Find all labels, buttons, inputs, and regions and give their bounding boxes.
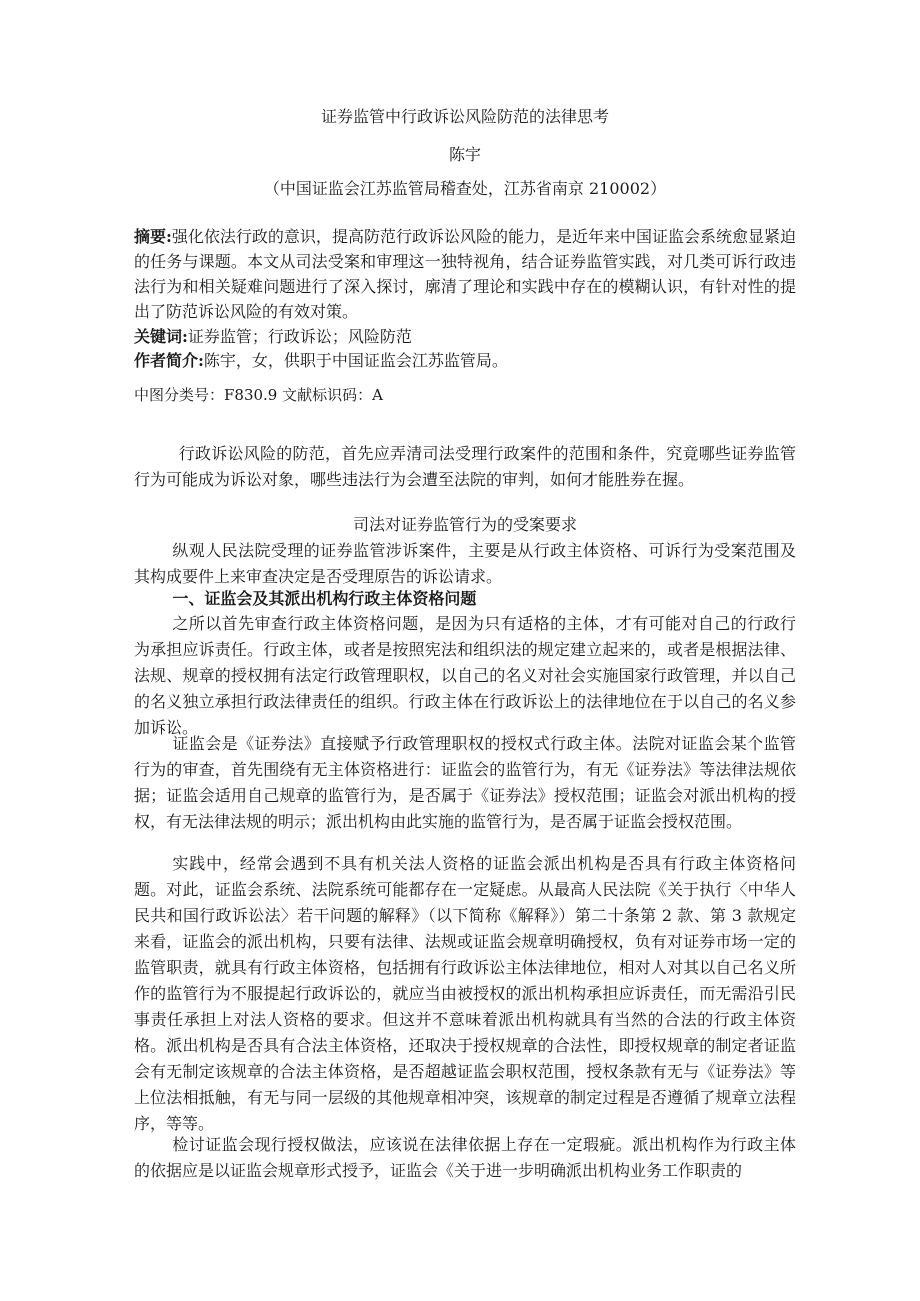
body-paragraph: 之所以首先审查行政主体资格问题，是因为只有适格的主体，才有可能对自己的行政行为承担应诉责任。行政主体，或者是按照宪法和组织法的规定建立起来的，或者是根据法律、法规、规章的授权拥有法定行政管理职权，以自己的名义对社会实施国家行政管理，并以自己的名义独立承担行政法律责任的组织。行政主体在行政诉讼上的法律地位在于以自己的名义参加诉讼。 xyxy=(134,614,796,737)
keywords-text: 证券监管；行政诉讼；风险防范 xyxy=(187,327,412,346)
author-bio xyxy=(134,348,796,373)
body-paragraph: 证监会是《证券法》直接赋予行政管理职权的授权式行政主体。法院对证监会某个监管行为的审查，首先围绕有无主体资格进行：证监会的监管行为，有无《证券法》等法律法规依据；证监会适用自己规章的监管行为，是否属于《证券法》授权范围；证监会对派出机构的授权，有无法律法规的明示；派出机构由此实施的监管行为，是否属于证监会授权范围。 xyxy=(134,734,796,831)
subsection-heading: 一、证监会及其派出机构行政主体资格问题 xyxy=(172,589,477,608)
body-paragraph: 实践中，经常会遇到不具有机关法人资格的证监会派出机构是否具有行政主体资格问题。对此，证监会系统、法院系统可能都存在一定疑虑。从最高人民法院《关于执行〈中华人民共和国行政诉讼法〉若干问题的解释》（以下简称《解释》）第二十条第 2 款、第 3 款规定来看，证监会的派出机构，只要有法律、法规或证监会规章明确授权，负有对证券市场一定的监管职责，就具有行政主体资格，包括拥有行政诉讼主体法律地位，相对人对其以自己名义所作的监管行为不服提起行政诉讼的，就应当由被授权的派出机构承担应诉责任，而无需沿引民事责任承担上对法人资格的要求。但这并不意味着派出机构就具有当然的合法的行政主体资格。派出机构是否具有合法主体资格，还取决于授权规章的合法性，即授权规章的制定者证监会有无制定该规章的合法主体资格，是否超越证监会职权范围，授权条款有无与《证券法》等上位法相抵触，有无与同一层级的其他规章相冲突，该规章的制定过程是否遵循了规章立法程序，等等。 xyxy=(134,854,796,1133)
bio-text: 陈宇，女，供职于中国证监会江苏监管局。 xyxy=(203,351,508,370)
paper-affiliation: （中国证监会江苏监管局稽查处，江苏省南京 210002） xyxy=(263,179,667,198)
paper-author: 陈宇 xyxy=(448,145,481,164)
body-paragraph: 检讨证监会现行授权做法，应该说在法律依据上存在一定瑕疵。派出机构作为行政主体的依据应是以证监会规章形式授予，证监会《关于进一步明确派出机构业务工作职责的 xyxy=(134,1135,796,1180)
section-title: 司法对证券监管行为的受案要求 xyxy=(352,515,577,534)
intro-paragraph: 行政诉讼风险的防范，首先应弄清司法受理行政案件的范围和条件，究竟哪些证券监管行为可能成为诉讼对象，哪些违法行为会遭至法院的审判，如何才能胜券在握。 xyxy=(134,444,796,489)
abstract-label: 摘要: xyxy=(134,227,172,246)
keywords-label: 关键词: xyxy=(134,327,188,346)
body-paragraph: 纵观人民法院受理的证券监管涉诉案件，主要是从行政主体资格、可诉行为受案范围及其构成要件上来审查决定是否受理原告的诉讼请求。 xyxy=(134,541,796,586)
bio-label: 作者简介: xyxy=(134,351,204,370)
keywords xyxy=(134,324,796,349)
classification-line: 中图分类号：F830.9 文献标识码：A xyxy=(134,386,383,404)
abstract-text: 强化依法行政的意识，提高防范行政诉讼风险的能力，是近年来中国证监会系统愈显紧迫的任务与课题。本文从司法受案和审理这一独特视角，结合证券监管实践，对几类可诉行政违法行为和相关疑难问题进行了深入探讨，廓清了理论和实践中存在的模糊认识，有针对性的提出了防范诉讼风险的有效对策。 xyxy=(134,227,796,321)
paper-title: 证券监管中行政诉讼风险防范的法律思考 xyxy=(320,107,609,126)
abstract xyxy=(134,224,796,324)
